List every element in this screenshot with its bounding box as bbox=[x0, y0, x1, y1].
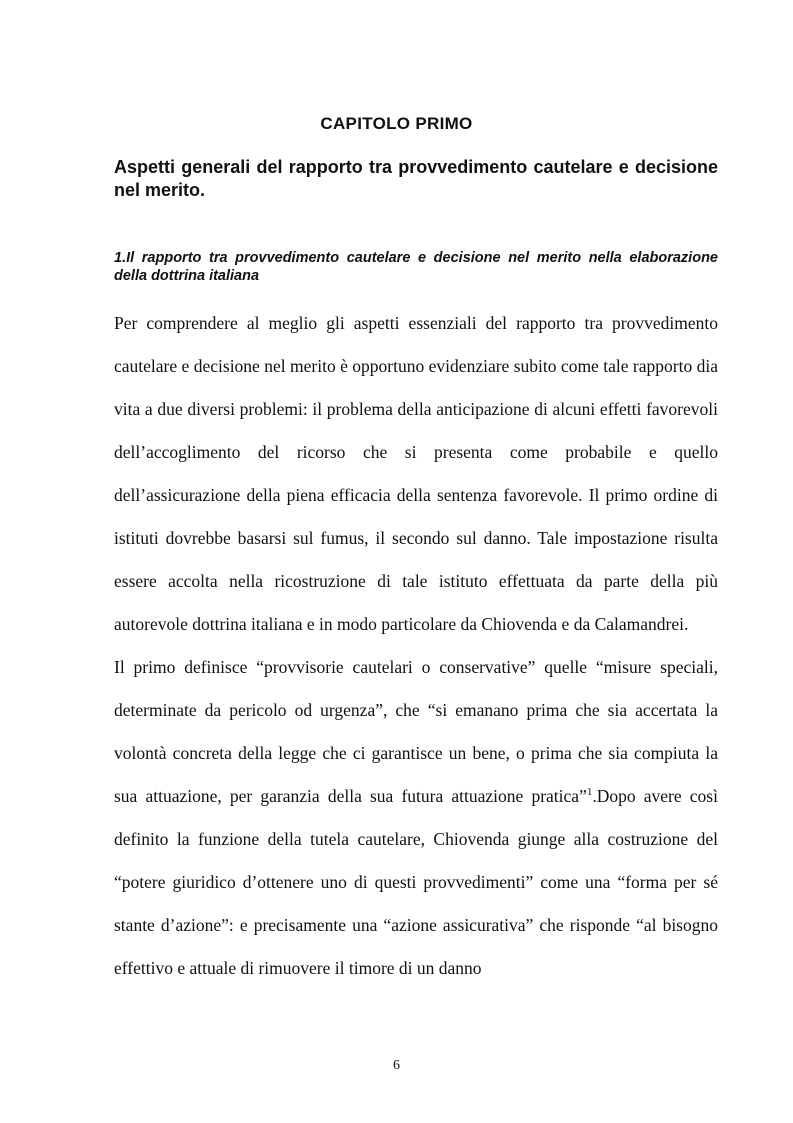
footnote-reference[interactable]: 1 bbox=[586, 786, 593, 799]
chapter-title: CAPITOLO PRIMO bbox=[320, 114, 473, 133]
paragraph-2-text-b: .Dopo avere così definito la funzione della tutela cautelare, Chiovenda giunge alla costruzione del “potere giuridico d’ottenere uno di questi provvedimenti” come una “forma per sé stante d’azione”: e precisamente una “azione assicurativa” che risponde “al bisogno effettivo e attuale di rimuovere il timore di un danno bbox=[114, 786, 718, 978]
paragraph-2 bbox=[114, 646, 718, 990]
section-heading: 1.Il rapporto tra provvedimento cautelare e decisione nel merito nella elaborazione della dottrina italiana bbox=[114, 250, 718, 284]
chapter-subtitle: Aspetti generali del rapporto tra provvedimento cautelare e decisione nel merito. bbox=[114, 157, 718, 200]
body-text bbox=[114, 302, 718, 990]
paragraph-1: Per comprendere al meglio gli aspetti essenziali del rapporto tra provvedimento cautelare e decisione nel merito è opportuno evidenziare subito come tale rapporto dia vita a due diversi problemi: il problema della anticipazione di alcuni effetti favorevoli dell’accoglimento del ricorso che si presenta come probabile e quello dell’assicurazione della piena efficacia della sentenza favorevole. Il primo ordine di istituti dovrebbe basarsi sul fumus, il secondo sul danno. Tale impostazione risulta essere accolta nella ricostruzione di tale istituto effettuata da parte della più autorevole dottrina italiana e in modo particolare da Chiovenda e da Calamandrei. bbox=[114, 313, 718, 634]
paragraph-2-text-a: Il primo definisce “provvisorie cautelari o conservative” quelle “misure speciali, determinate da pericolo od urgenza”, che “si emanano prima che sia accertata la volontà concreta della legge che ci garantisce un bene, o prima che sia compiuta la sua attuazione, per garanzia della sua futura attuazione pratica” bbox=[114, 657, 718, 806]
page-number: 6 bbox=[393, 1058, 400, 1073]
